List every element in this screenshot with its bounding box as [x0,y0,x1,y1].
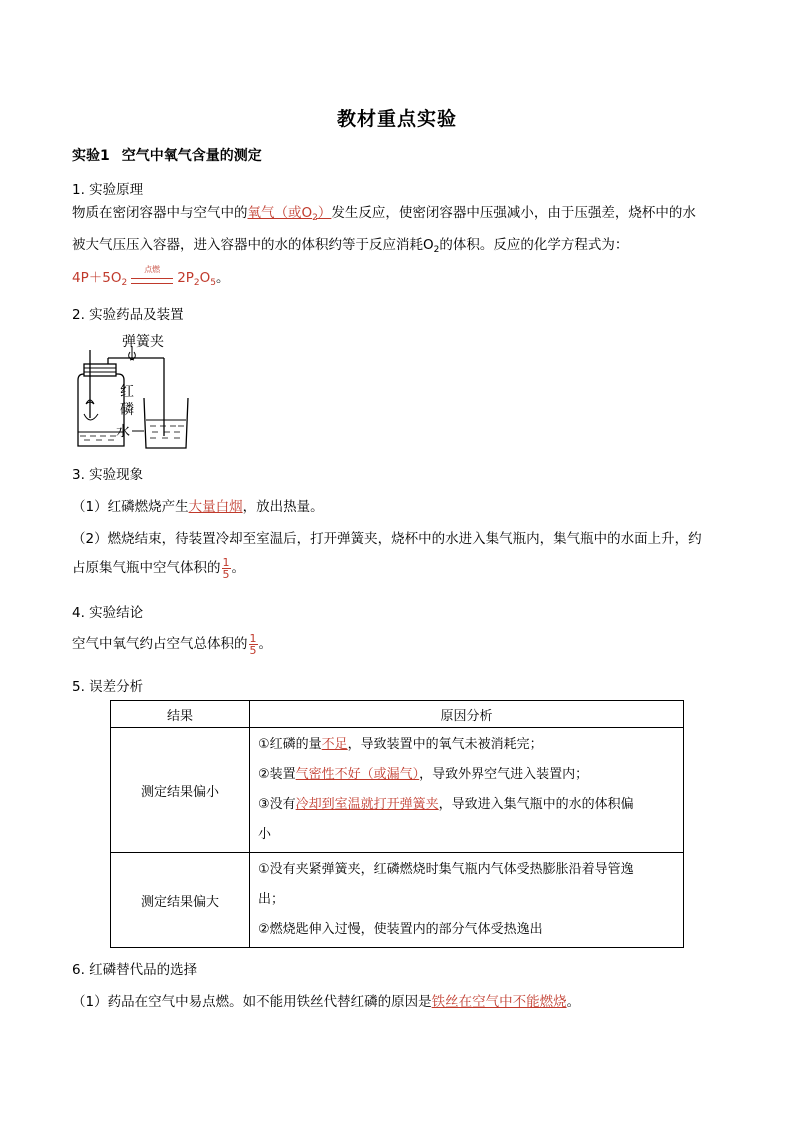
reaction-condition: 点燃 [131,270,173,286]
page-title: 教材重点实验 [336,108,457,130]
phenomenon-1: （1）红磷燃烧产生大量白烟，放出热量。 [72,499,324,515]
section-principle-heading: 1. 实验原理 [72,182,144,198]
table-row [111,728,684,853]
section-conclusion-heading: 4. 实验结论 [72,605,144,621]
result-small: 测定结果偏小 [111,728,250,853]
answer-oxygen: 氧气（或$O_2$） [247,205,332,223]
phenomenon-2-line-1: （2）燃烧结束，待装置冷却至室温后，打开弹簧夹，烧杯中的水进入集气瓶内，集气瓶中的水面上升，约 [72,531,702,547]
result-large: 测定结果偏大 [111,853,250,948]
table-header-reason: 原因分析 [250,701,684,728]
section-error-heading: 5. 误差分析 [72,679,144,695]
answer-white-smoke: 大量白烟 [188,499,243,515]
label-phosphorus-2: 磷 [120,402,134,418]
reason-small: ①红磷的量不足，导致装置中的氧气未被消耗完； ②装置气密性不好（或漏气），导致外界空气进入装置内； ③没有冷却到室温就打开弹簧夹，导致进入集气瓶中的水的体积偏 小 [250,728,684,853]
section-substitute-heading: 6. 红磷替代品的选择 [72,962,198,978]
experiment-name: 空气中氧气含量的测定 [121,148,262,164]
chemical-equation: $4P+5O_2$ 点燃 $2P_2O_5$。 [72,265,230,288]
experiment-title [72,145,262,165]
answer-fraction: $\frac{1}{5}$ [222,555,230,581]
section-phenomena-heading: 3. 实验现象 [72,467,144,483]
section-apparatus-heading: 2. 实验药品及装置 [72,307,184,323]
conclusion-text: 空气中氧气约占空气总体积的 $\frac{1}{5}$ 。 [72,631,272,657]
reason-large: ①没有夹紧弹簧夹，红磷燃烧时集气瓶内气体受热膨胀沿着导管逸 出； ②燃烧匙伸入过慢，使装置内的部分气体受热逸出 [250,853,684,948]
principle-text: 物质在密闭容器中与空气中的氧气（或$O_2$）发生反应，使密闭容器中压强减小，由于压强差，烧杯中的水 被大气压压入容器，进入容器中的水的体积约等于反应消耗$O_2$的体积。反应的化学方程式为： [72,205,696,255]
table-header-row [111,701,684,728]
substitute-text: （1）药品在空气中易点燃。如不能用铁丝代替红磷的原因是铁丝在空气中不能燃烧。 [72,994,581,1010]
equation-right: $2P_2O_5$ [177,270,217,288]
label-water: 水 [116,424,130,440]
phenomenon-2-line-2: 占原集气瓶中空气体积的 $\frac{1}{5}$ 。 [72,555,245,581]
label-phosphorus-1: 红 [120,384,134,400]
answer-iron-wire: 铁丝在空气中不能燃烧 [431,994,567,1010]
equation-left: $4P+5O_2$ [72,270,128,288]
table-header-result: 结果 [111,701,250,728]
apparatus-diagram [72,328,202,452]
label-clip: 弹簧夹 [122,334,164,350]
table-row [111,853,684,948]
answer-fraction-conclusion: $\frac{1}{5}$ [249,631,257,657]
error-analysis-table [110,700,684,948]
experiment-number: 实验1 [72,148,110,164]
